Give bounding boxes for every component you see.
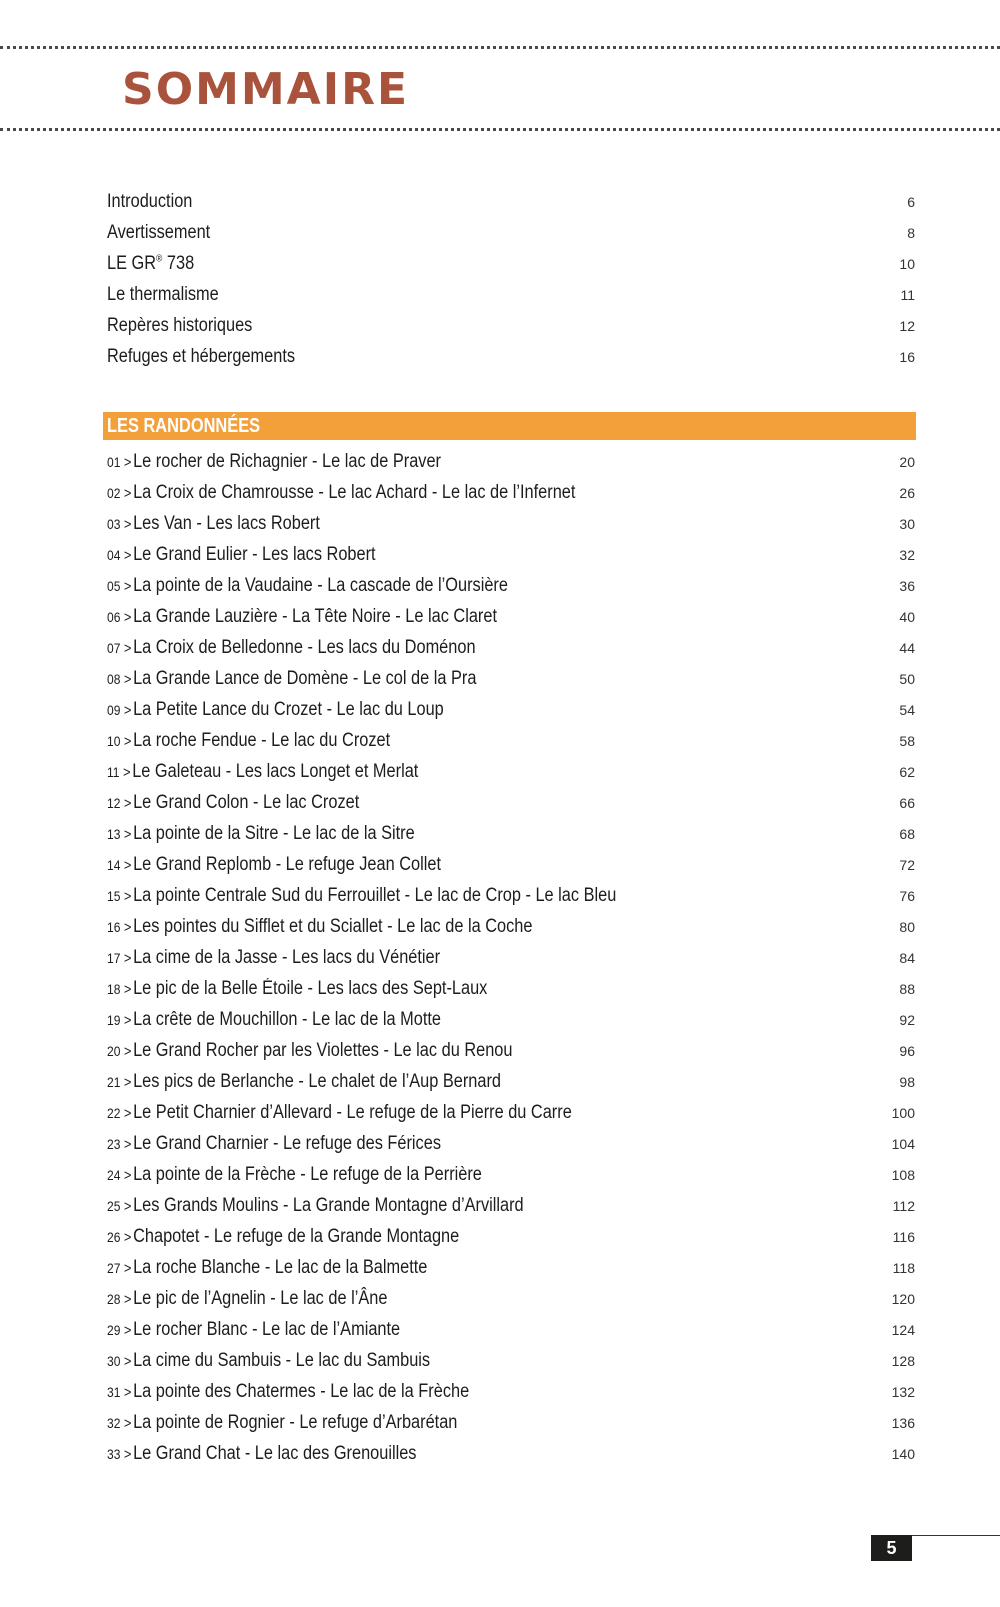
hike-entry-label <box>107 792 359 814</box>
hike-entry-label <box>107 1443 416 1465</box>
hike-title: Les Van - Les lacs Robert <box>133 512 320 534</box>
hike-entry-label <box>107 668 476 690</box>
hike-title: La pointe de la Sitre - Le lac de la Sitre <box>133 822 415 844</box>
hike-title: Le Grand Colon - Le lac Crozet <box>133 791 360 813</box>
hike-number: 14 <box>107 856 121 873</box>
hike-number: 31 <box>107 1383 121 1400</box>
hike-number: 22 <box>107 1104 121 1121</box>
hike-separator: > <box>123 1259 132 1277</box>
hike-separator: > <box>123 856 132 874</box>
hike-entry <box>107 539 915 570</box>
hike-entry <box>107 1221 915 1252</box>
hike-page: 98 <box>899 1073 915 1090</box>
hike-number: 08 <box>107 670 121 687</box>
intro-toc-list <box>107 186 915 372</box>
hike-title: Le rocher de Richagnier - Le lac de Praver <box>133 450 442 472</box>
hike-page: 54 <box>899 701 915 718</box>
hike-title: Le pic de l’Agnelin - Le lac de l’Âne <box>133 1287 388 1309</box>
toc-entry-text: Le thermalisme <box>107 283 219 305</box>
toc-entry <box>107 217 915 248</box>
hike-title: Les Grands Moulins - La Grande Montagne d’Arvillard <box>133 1194 524 1216</box>
hike-number: 11 <box>107 763 120 780</box>
hike-title: Les pics de Berlanche - Le chalet de l’Aup Bernard <box>133 1070 501 1092</box>
hike-title: Le Grand Rocher par les Violettes - Le lac du Renou <box>133 1039 513 1061</box>
hikes-toc-list <box>107 446 915 1469</box>
hike-entry <box>107 694 915 725</box>
hike-entry-label <box>107 1071 501 1093</box>
hike-separator: > <box>123 608 132 626</box>
hike-entry-label <box>107 978 487 1000</box>
hike-entry-label <box>107 916 532 938</box>
hike-separator: > <box>123 1321 132 1339</box>
hike-entry <box>107 725 915 756</box>
hike-entry <box>107 1283 915 1314</box>
toc-entry-text: Repères historiques <box>107 314 253 336</box>
hike-entry <box>107 1159 915 1190</box>
hike-page: 80 <box>899 918 915 935</box>
hike-entry <box>107 942 915 973</box>
hike-entry-label <box>107 513 320 535</box>
hike-separator: > <box>123 515 132 533</box>
hike-page: 120 <box>891 1290 915 1307</box>
hike-title: La Croix de Belledonne - Les lacs du Doménon <box>133 636 476 658</box>
hike-number: 25 <box>107 1197 121 1214</box>
toc-entry <box>107 279 915 310</box>
hike-entry <box>107 973 915 1004</box>
hike-entry-label <box>107 451 441 473</box>
hike-entry <box>107 1004 915 1035</box>
hike-number: 19 <box>107 1011 121 1028</box>
hike-number: 32 <box>107 1414 121 1431</box>
hike-number: 16 <box>107 918 121 935</box>
hike-page: 30 <box>899 515 915 532</box>
hike-entry-label <box>107 1102 572 1124</box>
hike-number: 03 <box>107 515 121 532</box>
hike-separator: > <box>123 918 132 936</box>
hike-entry <box>107 1376 915 1407</box>
hike-entry <box>107 1345 915 1376</box>
folio-rule <box>912 1535 1000 1536</box>
hike-separator: > <box>123 1011 132 1029</box>
hike-title: La Grande Lauzière - La Tête Noire - Le lac Claret <box>133 605 498 627</box>
hike-entry-label <box>107 1164 482 1186</box>
hike-entry-label <box>107 761 418 783</box>
hike-title: La cime de la Jasse - Les lacs du Vénétier <box>133 946 441 968</box>
hike-separator: > <box>123 1383 132 1401</box>
hike-separator: > <box>123 949 132 967</box>
hike-number: 01 <box>107 453 121 470</box>
hike-number: 13 <box>107 825 121 842</box>
toc-entry-page: 10 <box>899 255 915 272</box>
hike-entry-label <box>107 1226 459 1248</box>
hike-title: La pointe Centrale Sud du Ferrouillet - Le lac de Crop - Le lac Bleu <box>133 884 617 906</box>
hike-title: Les pointes du Sifflet et du Sciallet - Le lac de la Coche <box>133 915 533 937</box>
toc-entry-label <box>107 315 252 337</box>
hike-page: 128 <box>891 1352 915 1369</box>
hike-entry <box>107 1407 915 1438</box>
toc-entry-suffix: 738 <box>162 252 195 274</box>
hike-number: 30 <box>107 1352 121 1369</box>
hike-entry-label <box>107 1040 512 1062</box>
hike-separator: > <box>123 453 132 471</box>
hike-entry-label <box>107 1195 524 1217</box>
hike-title: La cime du Sambuis - Le lac du Sambuis <box>133 1349 431 1371</box>
hike-page: 50 <box>899 670 915 687</box>
hike-entry-label <box>107 730 390 752</box>
hike-number: 05 <box>107 577 121 594</box>
hike-separator: > <box>123 1042 132 1060</box>
hike-number: 09 <box>107 701 121 718</box>
hike-entry-label <box>107 885 616 907</box>
hike-page: 58 <box>899 732 915 749</box>
hike-title: La Croix de Chamrousse - Le lac Achard - Le lac de l’Infernet <box>133 481 576 503</box>
toc-entry-page: 11 <box>900 286 915 303</box>
hike-separator: > <box>123 1166 132 1184</box>
hike-separator: > <box>123 1228 132 1246</box>
hike-separator: > <box>123 1197 132 1215</box>
hike-entry-label <box>107 699 444 721</box>
toc-entry-text: Avertissement <box>107 221 211 243</box>
hike-title: La roche Blanche - Le lac de la Balmette <box>133 1256 428 1278</box>
hike-page: 68 <box>899 825 915 842</box>
hike-entry-label <box>107 1381 469 1403</box>
toc-entry-page: 16 <box>899 348 915 365</box>
hike-page: 100 <box>891 1104 915 1121</box>
hike-entry <box>107 1066 915 1097</box>
hike-entry <box>107 880 915 911</box>
hike-page: 104 <box>891 1135 915 1152</box>
hike-title: Le Grand Charnier - Le refuge des Férices <box>133 1132 441 1154</box>
hike-separator: > <box>123 1352 132 1370</box>
hike-entry-label <box>107 606 497 628</box>
hike-page: 96 <box>899 1042 915 1059</box>
hike-number: 20 <box>107 1042 121 1059</box>
toc-entry-text: Introduction <box>107 190 193 212</box>
hike-separator: > <box>123 1445 132 1463</box>
hike-page: 132 <box>891 1383 915 1400</box>
hike-number: 28 <box>107 1290 121 1307</box>
hike-number: 06 <box>107 608 121 625</box>
hike-separator: > <box>123 794 132 812</box>
hike-entry <box>107 601 915 632</box>
hike-title: Chapotet - Le refuge de la Grande Montagne <box>133 1225 460 1247</box>
hike-separator: > <box>122 763 131 781</box>
toc-entry-page: 8 <box>907 224 915 241</box>
hike-entry <box>107 1314 915 1345</box>
hike-entry <box>107 477 915 508</box>
hike-entry <box>107 508 915 539</box>
toc-entry <box>107 186 915 217</box>
hike-entry <box>107 1128 915 1159</box>
hike-entry <box>107 1252 915 1283</box>
hike-entry-label <box>107 544 376 566</box>
hike-entry <box>107 663 915 694</box>
page-number: 5 <box>871 1535 912 1561</box>
hike-separator: > <box>123 1104 132 1122</box>
title-dotted-rule <box>0 128 1000 131</box>
hike-page: 84 <box>899 949 915 966</box>
hike-entry <box>107 632 915 663</box>
hike-separator: > <box>123 1135 132 1153</box>
hike-separator: > <box>123 639 132 657</box>
hike-entry-label <box>107 854 441 876</box>
hike-number: 10 <box>107 732 121 749</box>
hike-separator: > <box>123 546 132 564</box>
hike-entry-label <box>107 1133 441 1155</box>
hike-page: 88 <box>899 980 915 997</box>
hike-entry-label <box>107 1319 400 1341</box>
hike-title: Le Grand Chat - Le lac des Grenouilles <box>133 1442 417 1464</box>
hike-entry-label <box>107 1009 441 1031</box>
section-title: LES RANDONNÉES <box>107 415 261 437</box>
hike-title: La pointe de Rognier - Le refuge d’Arbarétan <box>133 1411 458 1433</box>
toc-entry <box>107 310 915 341</box>
hike-page: 124 <box>891 1321 915 1338</box>
hike-entry <box>107 1190 915 1221</box>
hike-page: 40 <box>899 608 915 625</box>
hike-page: 36 <box>899 577 915 594</box>
hike-entry <box>107 849 915 880</box>
hike-entry <box>107 756 915 787</box>
hike-title: Le Petit Charnier d’Allevard - Le refuge de la Pierre du Carre <box>133 1101 572 1123</box>
hike-number: 18 <box>107 980 121 997</box>
hike-entry <box>107 1438 915 1469</box>
hike-page: 72 <box>899 856 915 873</box>
hike-title: Le Galeteau - Les lacs Longet et Merlat <box>132 760 419 782</box>
section-header-randonnees <box>103 412 916 440</box>
hike-separator: > <box>123 701 132 719</box>
toc-entry <box>107 248 915 279</box>
hike-page: 116 <box>892 1228 915 1245</box>
toc-entry-text: LE GR <box>107 252 157 274</box>
toc-entry-page: 6 <box>907 193 915 210</box>
hike-separator: > <box>123 670 132 688</box>
hike-entry <box>107 1035 915 1066</box>
hike-entry-label <box>107 1288 387 1310</box>
hike-entry <box>107 787 915 818</box>
hike-separator: > <box>123 484 132 502</box>
hike-separator: > <box>123 577 132 595</box>
hike-page: 108 <box>891 1166 915 1183</box>
hike-number: 21 <box>107 1073 121 1090</box>
hike-page: 76 <box>899 887 915 904</box>
hike-title: Le Grand Replomb - Le refuge Jean Collet <box>133 853 442 875</box>
hike-entry-label <box>107 1350 430 1372</box>
hike-title: La pointe des Chatermes - Le lac de la Frèche <box>133 1380 470 1402</box>
hike-separator: > <box>123 1414 132 1432</box>
hike-title: Le rocher Blanc - Le lac de l’Amiante <box>133 1318 401 1340</box>
toc-entry-label <box>107 191 192 213</box>
hike-number: 12 <box>107 794 121 811</box>
hike-page: 136 <box>891 1414 915 1431</box>
toc-entry-text: Refuges et hébergements <box>107 345 296 367</box>
hike-entry <box>107 911 915 942</box>
hike-separator: > <box>123 1073 132 1091</box>
hike-number: 29 <box>107 1321 121 1338</box>
toc-entry-label <box>107 284 219 306</box>
toc-entry-label <box>107 346 295 368</box>
hike-title: Le Grand Eulier - Les lacs Robert <box>133 543 376 565</box>
hike-title: La pointe de la Frèche - Le refuge de la Perrière <box>133 1163 482 1185</box>
hike-page: 44 <box>899 639 915 656</box>
hike-number: 26 <box>107 1228 121 1245</box>
hike-number: 33 <box>107 1445 121 1462</box>
hike-title: La pointe de la Vaudaine - La cascade de l’Oursière <box>133 574 508 596</box>
hike-number: 27 <box>107 1259 121 1276</box>
toc-entry-page: 12 <box>899 317 915 334</box>
hike-entry-label <box>107 1257 427 1279</box>
hike-entry <box>107 446 915 477</box>
hike-page: 32 <box>899 546 915 563</box>
registered-mark: ® <box>156 253 163 265</box>
hike-separator: > <box>123 980 132 998</box>
hike-separator: > <box>123 1290 132 1308</box>
toc-entry <box>107 341 915 372</box>
hike-title: La roche Fendue - Le lac du Crozet <box>133 729 391 751</box>
hike-separator: > <box>123 732 132 750</box>
page-title: SOMMAIRE <box>122 64 410 115</box>
toc-entry-label <box>107 222 210 244</box>
hike-title: La Petite Lance du Crozet - Le lac du Loup <box>133 698 444 720</box>
hike-title: Le pic de la Belle Étoile - Les lacs des Sept-Laux <box>133 977 488 999</box>
hike-page: 112 <box>892 1197 915 1214</box>
hike-entry-label <box>107 482 575 504</box>
hike-entry-label <box>107 823 415 845</box>
hike-number: 04 <box>107 546 121 563</box>
hike-separator: > <box>123 887 132 905</box>
hike-entry-label <box>107 1412 457 1434</box>
hike-entry-label <box>107 575 508 597</box>
top-dotted-rule <box>0 46 1000 49</box>
hike-number: 24 <box>107 1166 121 1183</box>
hike-entry <box>107 818 915 849</box>
hike-number: 02 <box>107 484 121 501</box>
hike-page: 20 <box>899 453 915 470</box>
hike-page: 140 <box>891 1445 915 1462</box>
hike-title: La crête de Mouchillon - Le lac de la Motte <box>133 1008 442 1030</box>
hike-number: 23 <box>107 1135 121 1152</box>
hike-title: La Grande Lance de Domène - Le col de la Pra <box>133 667 477 689</box>
hike-number: 15 <box>107 887 121 904</box>
hike-page: 66 <box>899 794 915 811</box>
hike-entry <box>107 570 915 601</box>
hike-entry-label <box>107 947 440 969</box>
hike-separator: > <box>123 825 132 843</box>
hike-page: 62 <box>899 763 915 780</box>
hike-page: 118 <box>892 1259 915 1276</box>
hike-number: 17 <box>107 949 121 966</box>
hike-number: 07 <box>107 639 121 656</box>
hike-page: 26 <box>899 484 915 501</box>
hike-page: 92 <box>899 1011 915 1028</box>
hike-entry <box>107 1097 915 1128</box>
toc-entry-label <box>107 253 194 275</box>
hike-entry-label <box>107 637 476 659</box>
